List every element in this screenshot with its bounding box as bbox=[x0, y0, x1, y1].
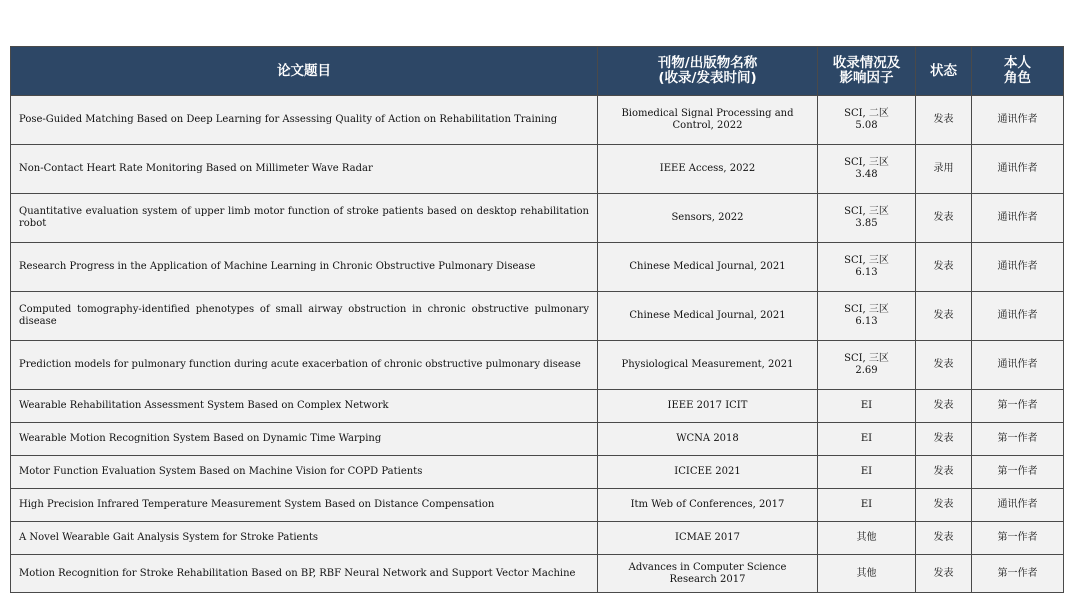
header-role: 本人 角色 bbox=[972, 47, 1064, 96]
header-title: 论文题目 bbox=[11, 47, 598, 96]
journal-cell: Itm Web of Conferences, 2017 bbox=[598, 489, 818, 522]
impact-factor: 6.13 bbox=[855, 267, 878, 278]
table-row bbox=[11, 194, 1064, 243]
status-cell: 发表 bbox=[916, 292, 972, 341]
index-cell: EI bbox=[818, 390, 916, 423]
header-row bbox=[11, 47, 1064, 96]
journal-cell: ICMAE 2017 bbox=[598, 522, 818, 555]
index-cell bbox=[818, 243, 916, 292]
status-cell: 发表 bbox=[916, 341, 972, 390]
impact-factor: 2.69 bbox=[855, 365, 878, 376]
index-cell bbox=[818, 145, 916, 194]
status-cell: 发表 bbox=[916, 489, 972, 522]
paper-title-cell: Quantitative evaluation system of upper limb motor function of stroke patients based on desktop rehabilitation robot bbox=[11, 194, 598, 243]
paper-title-cell: Research Progress in the Application of Machine Learning in Chronic Obstructive Pulmonary Disease bbox=[11, 243, 598, 292]
paper-title-cell: Wearable Motion Recognition System Based on Dynamic Time Warping bbox=[11, 423, 598, 456]
journal-cell: Biomedical Signal Processing and Control, 2022 bbox=[598, 96, 818, 145]
table-row bbox=[11, 292, 1064, 341]
status-cell: 发表 bbox=[916, 456, 972, 489]
paper-title-cell: Non-Contact Heart Rate Monitoring Based on Millimeter Wave Radar bbox=[11, 145, 598, 194]
table-row bbox=[11, 489, 1064, 522]
journal-cell: Physiological Measurement, 2021 bbox=[598, 341, 818, 390]
journal-cell: IEEE Access, 2022 bbox=[598, 145, 818, 194]
journal-cell: Advances in Computer Science Research 2017 bbox=[598, 555, 818, 593]
paper-title-cell: High Precision Infrared Temperature Measurement System Based on Distance Compensation bbox=[11, 489, 598, 522]
status-cell: 发表 bbox=[916, 96, 972, 145]
impact-factor: 3.48 bbox=[855, 169, 878, 180]
index-type: SCI, 三区 bbox=[844, 255, 889, 266]
index-cell bbox=[818, 292, 916, 341]
table-row bbox=[11, 390, 1064, 423]
paper-title-cell: Motor Function Evaluation System Based on Machine Vision for COPD Patients bbox=[11, 456, 598, 489]
role-cell: 通讯作者 bbox=[972, 243, 1064, 292]
role-cell: 通讯作者 bbox=[972, 96, 1064, 145]
index-cell bbox=[818, 96, 916, 145]
index-cell: 其他 bbox=[818, 555, 916, 593]
table-row bbox=[11, 96, 1064, 145]
header-status: 状态 bbox=[916, 47, 972, 96]
status-cell: 发表 bbox=[916, 423, 972, 456]
impact-factor: 6.13 bbox=[855, 316, 878, 327]
publications-table bbox=[10, 46, 1064, 593]
impact-factor: 3.85 bbox=[855, 218, 878, 229]
paper-title-cell: A Novel Wearable Gait Analysis System for Stroke Patients bbox=[11, 522, 598, 555]
header-index: 收录情况及 影响因子 bbox=[818, 47, 916, 96]
table-header bbox=[11, 47, 1064, 96]
index-type: SCI, 三区 bbox=[844, 304, 889, 315]
journal-cell: Chinese Medical Journal, 2021 bbox=[598, 292, 818, 341]
paper-title-cell: Pose-Guided Matching Based on Deep Learning for Assessing Quality of Action on Rehabilitation Training bbox=[11, 96, 598, 145]
index-cell: EI bbox=[818, 456, 916, 489]
index-cell: 其他 bbox=[818, 522, 916, 555]
table-row bbox=[11, 423, 1064, 456]
role-cell: 第一作者 bbox=[972, 522, 1064, 555]
table-row bbox=[11, 555, 1064, 593]
role-cell: 通讯作者 bbox=[972, 292, 1064, 341]
role-cell: 第一作者 bbox=[972, 423, 1064, 456]
table-row bbox=[11, 456, 1064, 489]
table-row bbox=[11, 341, 1064, 390]
role-cell: 通讯作者 bbox=[972, 489, 1064, 522]
index-type: SCI, 二区 bbox=[844, 108, 889, 119]
index-type: SCI, 三区 bbox=[844, 353, 889, 364]
table-row bbox=[11, 145, 1064, 194]
role-cell: 第一作者 bbox=[972, 390, 1064, 423]
index-cell bbox=[818, 341, 916, 390]
index-type: SCI, 三区 bbox=[844, 206, 889, 217]
status-cell: 发表 bbox=[916, 243, 972, 292]
index-type: SCI, 三区 bbox=[844, 157, 889, 168]
role-cell: 通讯作者 bbox=[972, 194, 1064, 243]
paper-title-cell: Prediction models for pulmonary function during acute exacerbation of chronic obstructive pulmonary disease bbox=[11, 341, 598, 390]
journal-cell: Chinese Medical Journal, 2021 bbox=[598, 243, 818, 292]
table-row bbox=[11, 522, 1064, 555]
status-cell: 发表 bbox=[916, 555, 972, 593]
status-cell: 发表 bbox=[916, 522, 972, 555]
journal-cell: Sensors, 2022 bbox=[598, 194, 818, 243]
journal-cell: WCNA 2018 bbox=[598, 423, 818, 456]
role-cell: 通讯作者 bbox=[972, 341, 1064, 390]
table-row bbox=[11, 243, 1064, 292]
paper-title-cell: Computed tomography-identified phenotypes of small airway obstruction in chronic obstructive pulmonary disease bbox=[11, 292, 598, 341]
header-journal: 刊物/出版物名称 (收录/发表时间) bbox=[598, 47, 818, 96]
journal-cell: IEEE 2017 ICIT bbox=[598, 390, 818, 423]
status-cell: 发表 bbox=[916, 390, 972, 423]
journal-cell: ICICEE 2021 bbox=[598, 456, 818, 489]
role-cell: 第一作者 bbox=[972, 456, 1064, 489]
index-cell bbox=[818, 194, 916, 243]
paper-title-cell: Wearable Rehabilitation Assessment System Based on Complex Network bbox=[11, 390, 598, 423]
index-cell: EI bbox=[818, 423, 916, 456]
status-cell: 录用 bbox=[916, 145, 972, 194]
status-cell: 发表 bbox=[916, 194, 972, 243]
index-cell: EI bbox=[818, 489, 916, 522]
role-cell: 通讯作者 bbox=[972, 145, 1064, 194]
role-cell: 第一作者 bbox=[972, 555, 1064, 593]
table-body bbox=[11, 96, 1064, 593]
impact-factor: 5.08 bbox=[855, 120, 878, 131]
paper-title-cell: Motion Recognition for Stroke Rehabilitation Based on BP, RBF Neural Network and Support Vector Machine bbox=[11, 555, 598, 593]
